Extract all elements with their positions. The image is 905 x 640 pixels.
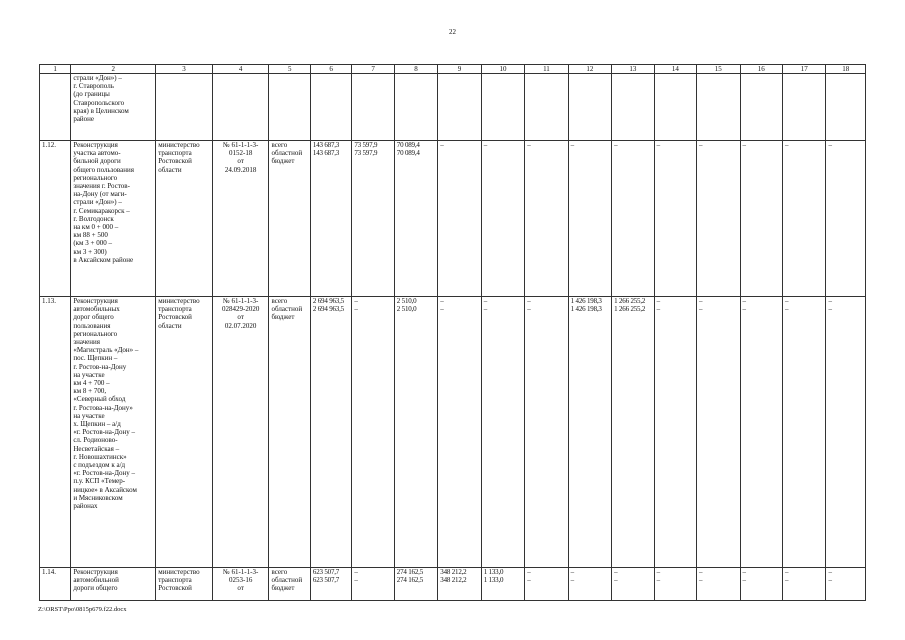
value-cell: – – (782, 297, 825, 568)
value-cell (310, 74, 351, 141)
value-cell: – (438, 141, 481, 297)
value-cell: – (740, 141, 782, 297)
header-cell: 4 (212, 65, 269, 74)
source-cell: всего областной бюджет (269, 141, 310, 297)
header-cell: 5 (269, 65, 310, 74)
value-cell: – – (568, 568, 611, 601)
value-cell (654, 74, 696, 141)
object-name: страли «Дон») – г. Ставрополь (до границы Ставропольского края) в Целинском районе (71, 74, 156, 141)
agency-cell: министерство транспорта Ростовской области (156, 141, 213, 297)
value-cell: – – (826, 568, 866, 601)
value-cell: – – (654, 297, 696, 568)
value-cell: 2 510,0 2 510,0 (394, 297, 437, 568)
table-row (40, 297, 866, 568)
value-cell: – – (697, 297, 740, 568)
value-cell: 73 597,9 73 597,9 (352, 141, 394, 297)
value-cell: 2 694 963,5 2 694 963,5 (310, 297, 351, 568)
source-cell (269, 74, 310, 141)
header-row (40, 65, 866, 74)
value-cell: – – (612, 568, 654, 601)
value-cell (394, 74, 437, 141)
header-cell: 18 (826, 65, 866, 74)
page-number: 22 (449, 28, 456, 36)
source-cell: всего областной бюджет (269, 297, 310, 568)
source-cell: всего областной бюджет (269, 568, 310, 601)
document-cell: № 61-1-1-3- 028429-2020 от 02.07.2020 (212, 297, 269, 568)
value-cell: – (697, 141, 740, 297)
header-cell: 11 (525, 65, 568, 74)
header-cell: 17 (782, 65, 825, 74)
value-cell: – (525, 141, 568, 297)
header-cell: 14 (654, 65, 696, 74)
footer-file-path: Z:\ORST\Ppo\0815p679.f22.docx (38, 606, 127, 613)
value-cell: – – (438, 297, 481, 568)
value-cell: – (826, 141, 866, 297)
value-cell: – – (697, 568, 740, 601)
document-cell: № 61-1-1-3- 0152-18 от 24.09.2018 (212, 141, 269, 297)
value-cell: – – (654, 568, 696, 601)
value-cell (481, 74, 524, 141)
header-cell: 13 (612, 65, 654, 74)
header-cell: 9 (438, 65, 481, 74)
value-cell: – – (525, 568, 568, 601)
value-cell (740, 74, 782, 141)
value-cell: – – (740, 568, 782, 601)
object-name: Реконструкция автомобильных дорог общего пользования регионального значения «Магистраль «Дон» – пос. Щепкин – г. Ростов-на-Дону на участке км 4 + 700 – км 8 + 700, «Северный обход г. Ростова-на-Дону» на участке х. Щепкин – а/д «г. Ростов-на-Дону – сл. Родионово- Несветайская – г. Новошахтинск» с подъездом к а/д «г. Ростов-на-Дону – п.у. КСП «Темер- ницкое» в Аксайском и Мясниковском районах (71, 297, 156, 568)
header-cell: 3 (156, 65, 213, 74)
value-cell: – (654, 141, 696, 297)
value-cell (612, 74, 654, 141)
value-cell (438, 74, 481, 141)
header-cell: 1 (40, 65, 71, 74)
value-cell (525, 74, 568, 141)
value-cell: – – (352, 297, 394, 568)
header-cell: 10 (481, 65, 524, 74)
value-cell: – – (826, 297, 866, 568)
document-cell (212, 74, 269, 141)
agency-cell: министерство транспорта Ростовской (156, 568, 213, 601)
row-number: 1.14. (40, 568, 71, 601)
value-cell (352, 74, 394, 141)
value-cell: – – (740, 297, 782, 568)
value-cell: – – (481, 297, 524, 568)
value-cell: 623 507,7 623 507,7 (310, 568, 351, 601)
value-cell: – (612, 141, 654, 297)
value-cell (697, 74, 740, 141)
value-cell: – (782, 141, 825, 297)
table-row (40, 568, 866, 601)
object-name: Реконструкция автомобильной дороги общего (71, 568, 156, 601)
table-row (40, 74, 866, 141)
row-number (40, 74, 71, 141)
agency-cell (156, 74, 213, 141)
value-cell: – (568, 141, 611, 297)
program-table (39, 64, 866, 601)
table-row (40, 141, 866, 297)
value-cell: 348 212,2 348 212,2 (438, 568, 481, 601)
header-cell: 7 (352, 65, 394, 74)
value-cell: 1 426 198,3 1 426 198,3 (568, 297, 611, 568)
value-cell: 70 089,4 70 089,4 (394, 141, 437, 297)
agency-cell: министерство транспорта Ростовской области (156, 297, 213, 568)
value-cell: – – (525, 297, 568, 568)
header-cell: 2 (71, 65, 156, 74)
value-cell (826, 74, 866, 141)
value-cell: 143 687,3 143 687,3 (310, 141, 351, 297)
object-name: Реконструкция участка автомо- бильной дороги общего пользования регионального значения г. Ростов- на-Дону (от маги- страли «Дон») – г. Семикаракорск – г. Волгодонск на км 0 + 000 – км 88 + 500 (км 3 + 000 – км 3 + 300) в Аксайском районе (71, 141, 156, 297)
row-number: 1.12. (40, 141, 71, 297)
value-cell (568, 74, 611, 141)
value-cell: – – (352, 568, 394, 601)
value-cell: – – (782, 568, 825, 601)
header-cell: 6 (310, 65, 351, 74)
value-cell: 274 162,5 274 162,5 (394, 568, 437, 601)
header-cell: 15 (697, 65, 740, 74)
header-cell: 16 (740, 65, 782, 74)
value-cell (782, 74, 825, 141)
value-cell: – (481, 141, 524, 297)
value-cell: 1 133,0 1 133,0 (481, 568, 524, 601)
document-cell: № 61-1-1-3- 0253-16 от (212, 568, 269, 601)
header-cell: 12 (568, 65, 611, 74)
header-cell: 8 (394, 65, 437, 74)
row-number: 1.13. (40, 297, 71, 568)
value-cell: 1 266 255,2 1 266 255,2 (612, 297, 654, 568)
